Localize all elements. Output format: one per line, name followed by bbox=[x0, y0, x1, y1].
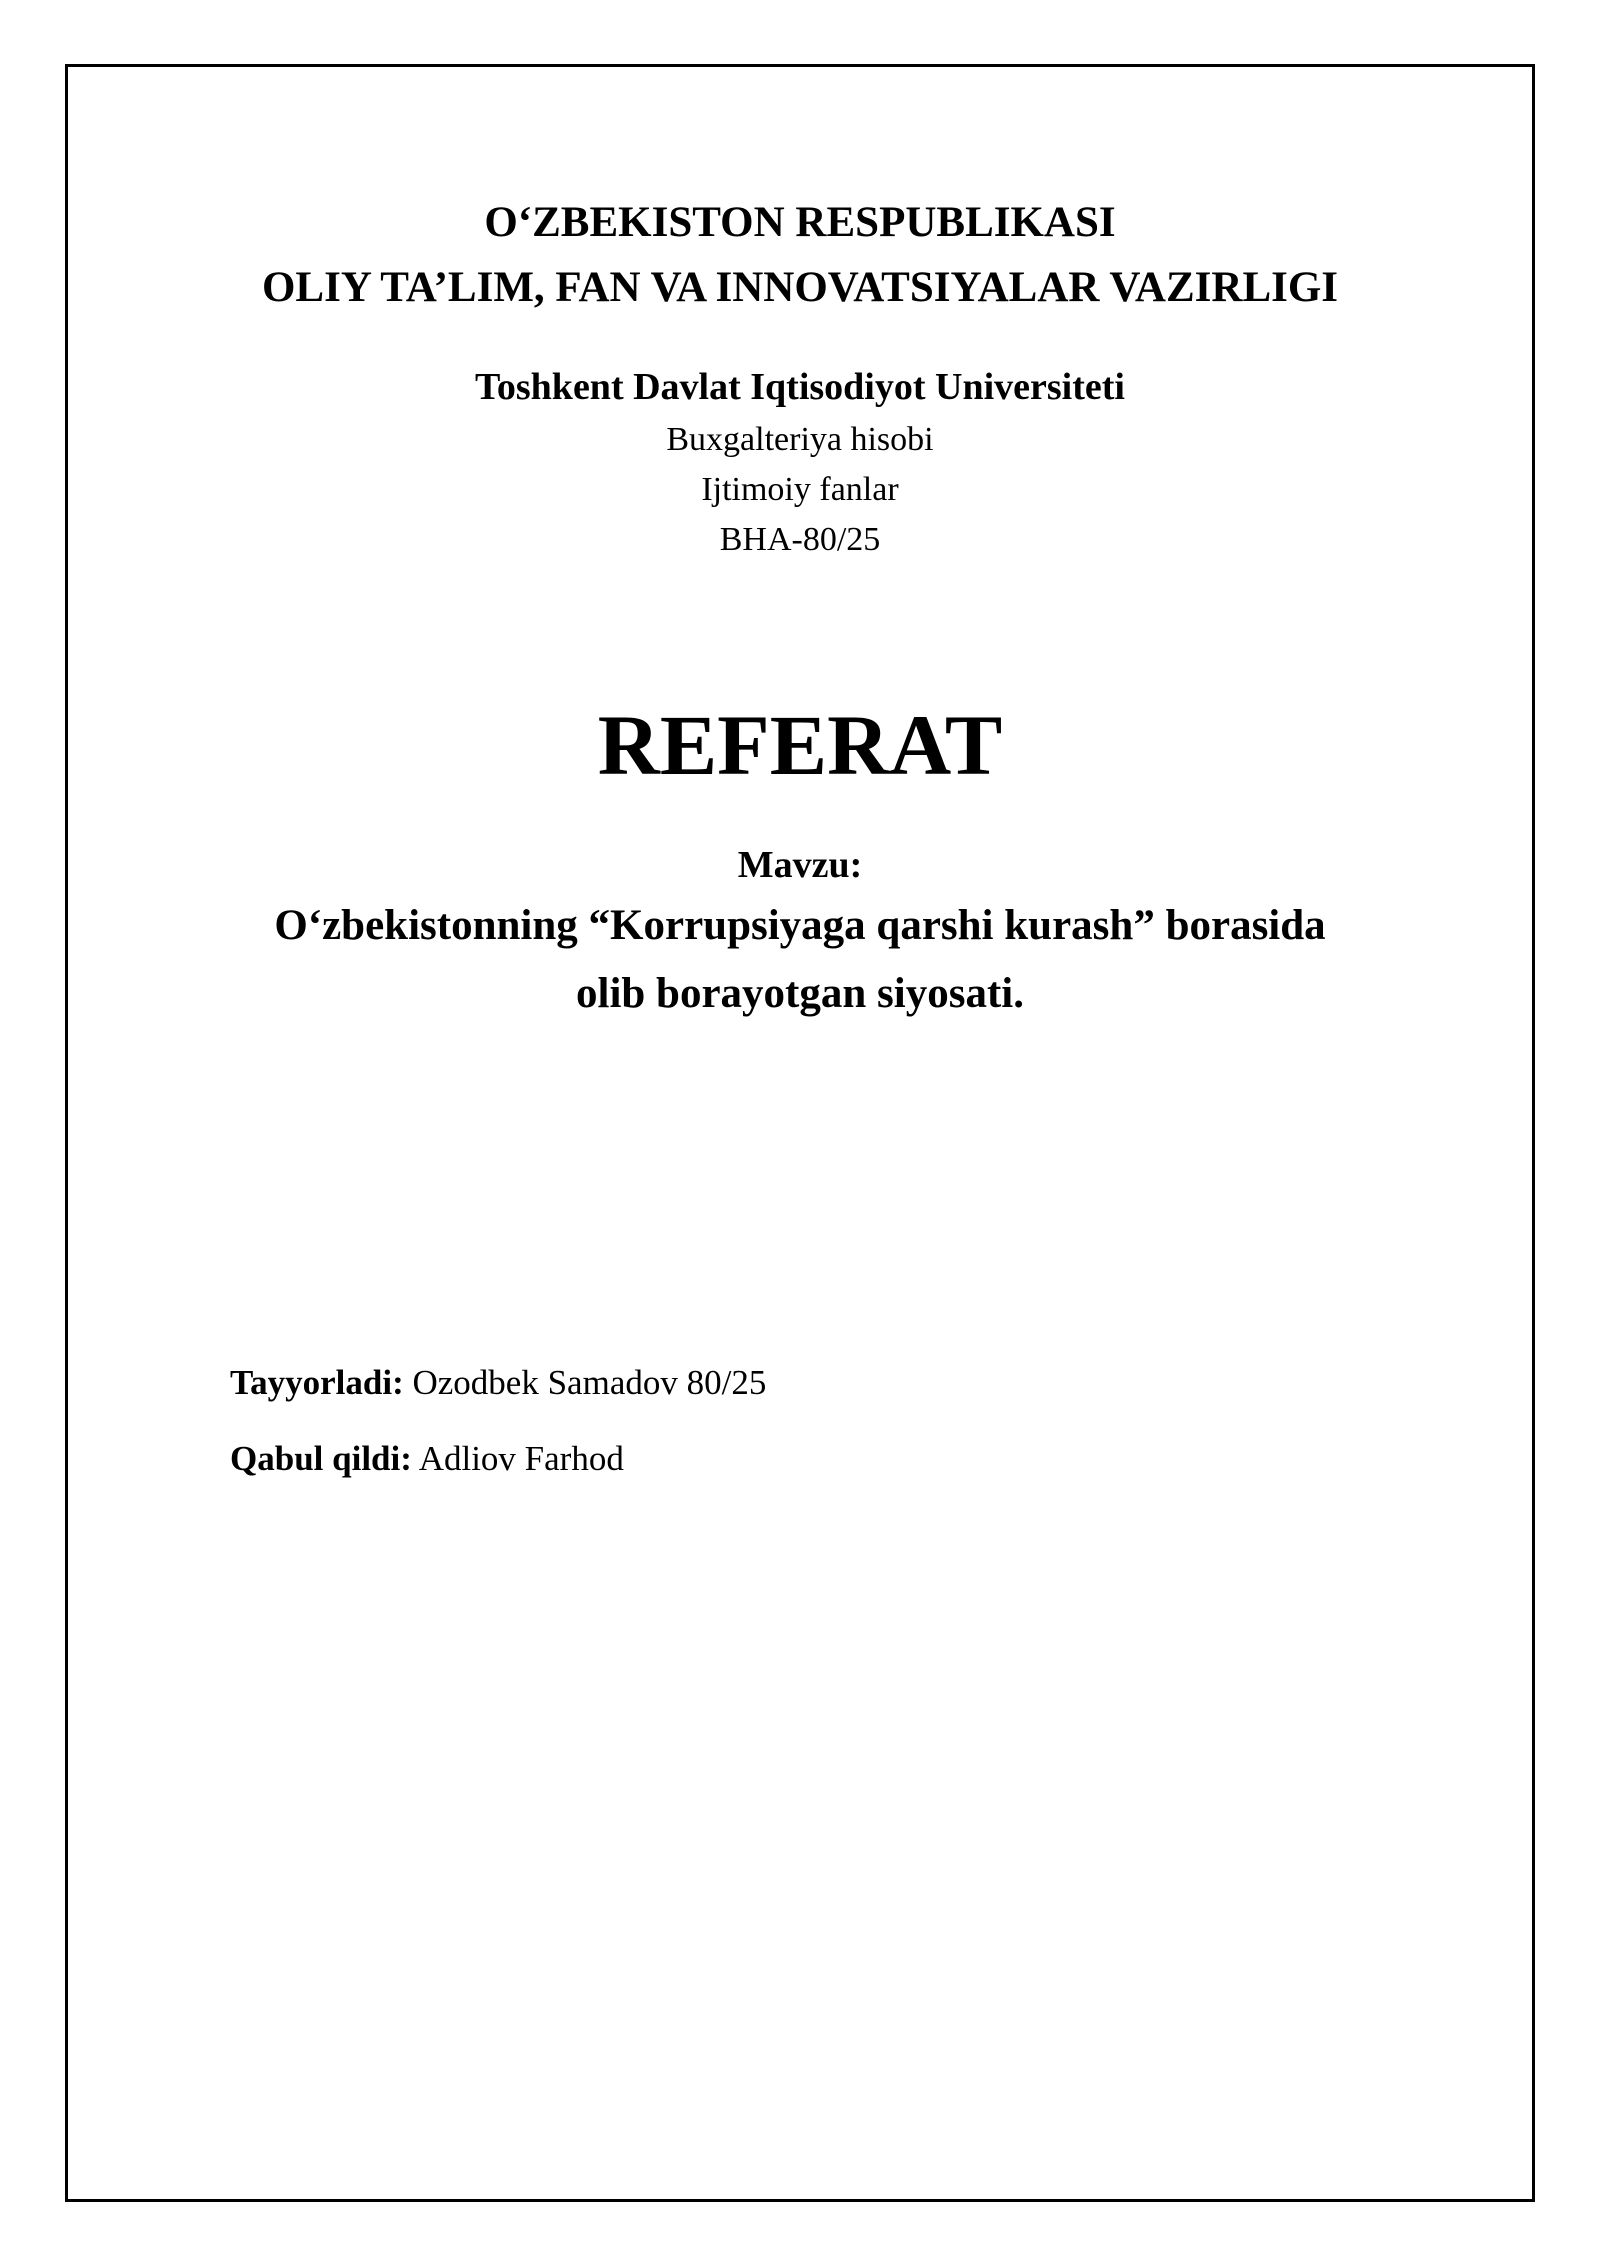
header-line-country: O‘ZBEKISTON RESPUBLIKASI bbox=[484, 199, 1116, 246]
group-code: BHA-80/25 bbox=[719, 521, 881, 558]
faculty-name: Buxgalteriya hisobi bbox=[666, 421, 934, 458]
topic-line-2: olib borayotgan siyosati. bbox=[576, 970, 1024, 1017]
credit-prepared-label: Tayyorladi: bbox=[230, 1363, 404, 1402]
credit-prepared bbox=[230, 1358, 766, 1408]
university-name: Toshkent Davlat Iqtisodiyot Universiteti bbox=[475, 366, 1125, 408]
header-line-ministry: OLIY TA’LIM, FAN VA INNOVATSIYALAR VAZIRLIGI bbox=[261, 264, 1339, 311]
credit-accepted bbox=[230, 1434, 624, 1484]
topic-label: Mavzu: bbox=[737, 844, 863, 886]
credit-prepared-value: Ozodbek Samadov 80/25 bbox=[403, 1363, 767, 1402]
topic-line-1: O‘zbekistonning “Korrupsiyaga qarshi kurash” borasida bbox=[274, 902, 1326, 949]
credit-accepted-value: Adliov Farhod bbox=[411, 1439, 624, 1478]
document-title: REFERAT bbox=[597, 697, 1003, 793]
subject-name: Ijtimoiy fanlar bbox=[701, 471, 899, 508]
credit-accepted-label: Qabul qildi: bbox=[230, 1439, 412, 1478]
